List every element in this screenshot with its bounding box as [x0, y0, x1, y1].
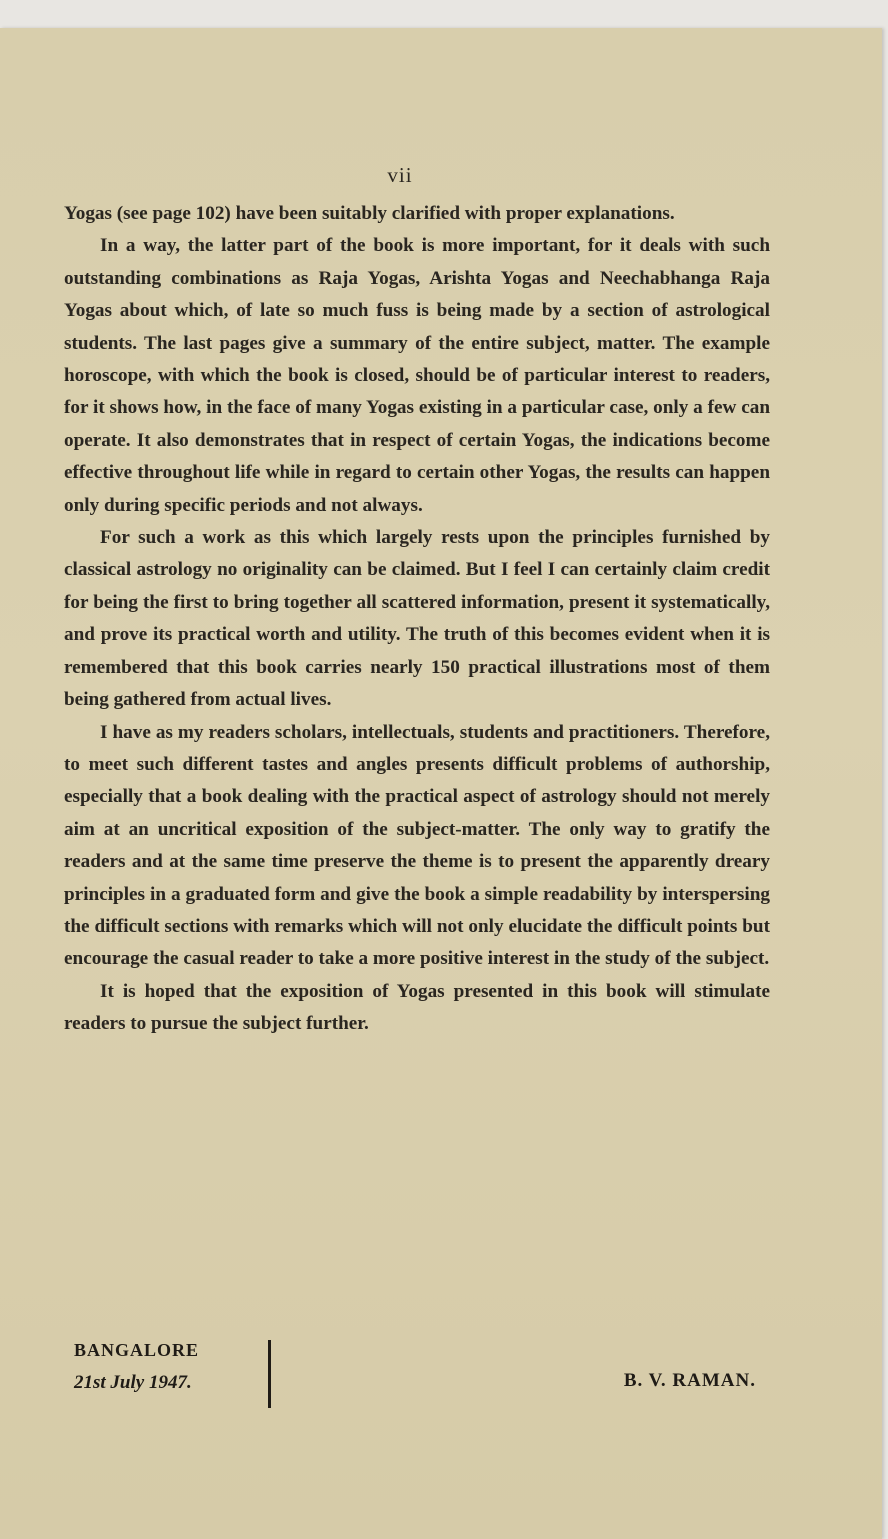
paragraph-2: In a way, the latter part of the book is more important, for it deals with such outstanding combinations as Raja Yogas, Arishta Yogas and Neechabhanga Raja Yogas about which, of late so much fuss is being made by a section of astrological students. The last pages give a summary of the entire subject, matter. The example horoscope, with which the book is closed, should be of particular interest to readers, for it shows how, in the face of many Yogas existing in a particular case, only a few can operate. It also demonstrates that in respect of certain Yogas, the indications become effective throughout life while in regard to certain other Yogas, the results can happen only during specific periods and not always. — [64, 235, 770, 516]
page-number: vii — [387, 163, 413, 187]
signature-divider — [268, 1340, 271, 1408]
body-text — [64, 198, 770, 1041]
paragraph-4: I have as my readers scholars, intellectuals, students and practitioners. Therefore, to meet such different tastes and angles presents difficult problems of authorship, especially that a book dealing with the practical aspect of astrology should not merely aim at an uncritical exposition of the subject-matter. The only way to gratify the readers and at the same time preserve the theme is to present the apparently dreary principles in a graduated form and give the book a simple readability by interspersing the difficult sections with remarks which will not only elucidate the difficult points but encourage the casual reader to take a more positive interest in the study of the subject. — [64, 721, 770, 970]
signature-place: BANGALORE — [74, 1340, 200, 1360]
paragraph-5: It is hoped that the exposition of Yogas presented in this book will stimulate readers to pursue the subject further. — [64, 980, 770, 1035]
signature-date: 21st July 1947. — [74, 1372, 192, 1393]
book-page — [0, 28, 882, 1539]
paragraph-3: For such a work as this which largely rests upon the principles furnished by classical astrology no originality can be claimed. But I feel I can certainly claim credit for being the first to bring together all scattered information, present it systematically, and prove its practical worth and utility. The truth of this becomes evident when it is remembered that this book carries nearly 150 practical illustrations most of them being gathered from actual lives. — [64, 527, 770, 711]
paragraph-1: Yogas (see page 102) have been suitably clarified with proper explanations. — [64, 203, 675, 224]
signature-block — [74, 1340, 774, 1410]
signature-author: B. V. RAMAN. — [623, 1370, 756, 1391]
